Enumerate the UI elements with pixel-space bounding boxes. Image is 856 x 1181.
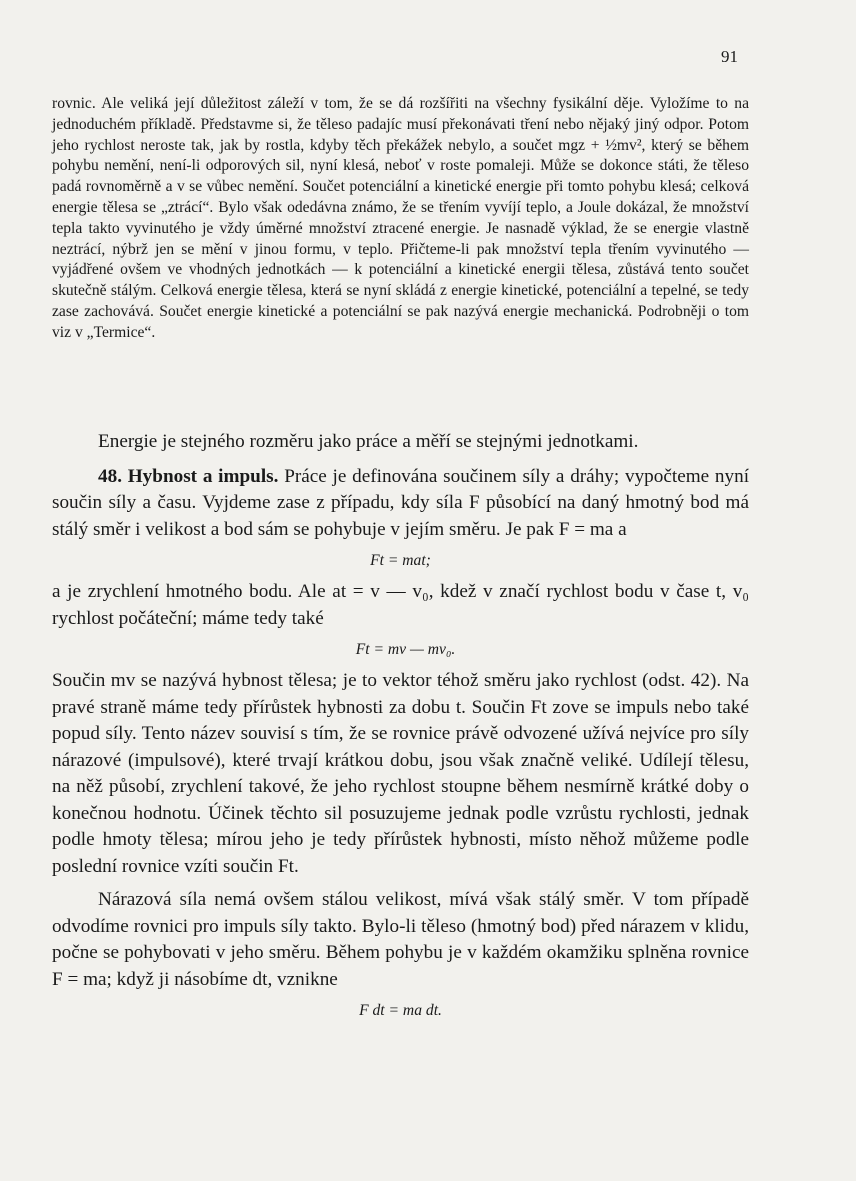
section-48-intro <box>52 464 749 544</box>
energy-unit-sentence: Energie je stejného rozměru jako práce a měří se stejnými jednotkami. <box>98 431 639 452</box>
main-text-block <box>52 429 749 1029</box>
equation-ft-momentum: Ft = mv — mv₀. <box>355 641 456 658</box>
paragraph-momentum-impulse: Součin mv se nazývá hybnost tělesa; je to vektor téhož směru jako rychlost (odst. 42). Na pravé straně máme tedy přírůstek hybnosti za dobu t. Součin Ft zove se impuls nebo také popud síly. Tento název souvisí s tím, že se rovnice právě odvozené užívá nejvíce pro síly nárazové (impulsové), které trvají krátkou dobu, jsou však značně veliké. Udílejí tělesu, na něž působí, zrychlení takové, že jeho rychlost stoupne během nesmírně krátké doby o konečnou hodnotu. Účinek těchto sil posuzujeme jednak podle vzrůstu rychlosti, jednak podle hmoty tělesa; mírou jeho je tedy přírůstek hybnosti, místo něhož můžeme podle poslední rovnice vzíti součin Ft. <box>52 670 749 877</box>
equation-ft-mat: Ft = mat; <box>370 552 431 569</box>
paragraph-impact-force: Nárazová síla nemá ovšem stálou velikost, mívá však stálý směr. V tom případě odvodíme rovnici pro impuls síly takto. Bylo-li těleso (hmotný bod) před nárazem v klidu, počne se pohybovati v jeho směru. Během pohybu je v každém okamžiku splněna rovnice F = ma; když ji násobíme dt, vznikne <box>52 889 749 990</box>
section-number: 48. <box>98 465 122 487</box>
small-paragraph-text: rovnic. Ale veliká její důležitost záleží v tom, že se dá rozšířiti na všechny fysikální děje. Vyložíme to na jednoduchém příkladě. Představme si, že těleso padajíc musí překonávati tření nebo nějaký jiný odpor. Potom jeho rychlost neroste tak, jak by rostla, kdyby těch překážek nebylo, a součet mgz + ½mv², který se během pohybu nemění, není-li odporových sil, nyní klesá, neboť v roste pomaleji. Může se dokonce státi, že těleso padá rovnoměrně a v se vůbec nemění. Součet potenciální a kinetické energie při tomto pohybu klesá; celková energie tělesa se „ztrácí“. Bylo však odedávna známo, že se třením vyvíjí teplo, a Joule dokázal, že množství tepla takto vyvinutého je vždy úměrné množství ztracené energie. Je nasnadě výklad, že se energie vlastně neztrácí, nýbrž jen se mění v jinou formu, v teplo. Přičteme-li pak množství tepla třením vyvinutého — vyjádřené ovšem ve vhodných jednotkách — k potenciální a kinetické energii tělesa, zůstává tento součet skutečně stálým. Celková energie tělesa, která se nyní skládá z energie kinetické, potenciální a tepelné, se tedy zase zachovává. Součet energie kinetické a potenciální se pak nazývá energie mechanická. Podrobněji o tom viz v „Termice“. <box>52 95 749 341</box>
section-title: Hybnost a impuls. <box>127 465 279 487</box>
energy-conservation-paragraph <box>52 94 749 344</box>
paragraph-acceleration: a je zrychlení hmotného bodu. Ale at = v — v₀, kdež v značí rychlost bodu v čase t, v₀ rychlost počáteční; máme tedy také <box>52 581 749 629</box>
section-intro-text: Práce je definována součinem síly a dráhy; vypočteme nyní součin síly a času. Vyjdeme zase z případu, kdy síla F působící na daný hmotný bod má stálý směr i velikost a bod sám se pohybuje v jejím směru. Je pak F = ma a <box>52 465 750 540</box>
equation-f-dt: F dt = ma dt. <box>359 1002 442 1019</box>
page-number: 91 <box>721 47 738 66</box>
